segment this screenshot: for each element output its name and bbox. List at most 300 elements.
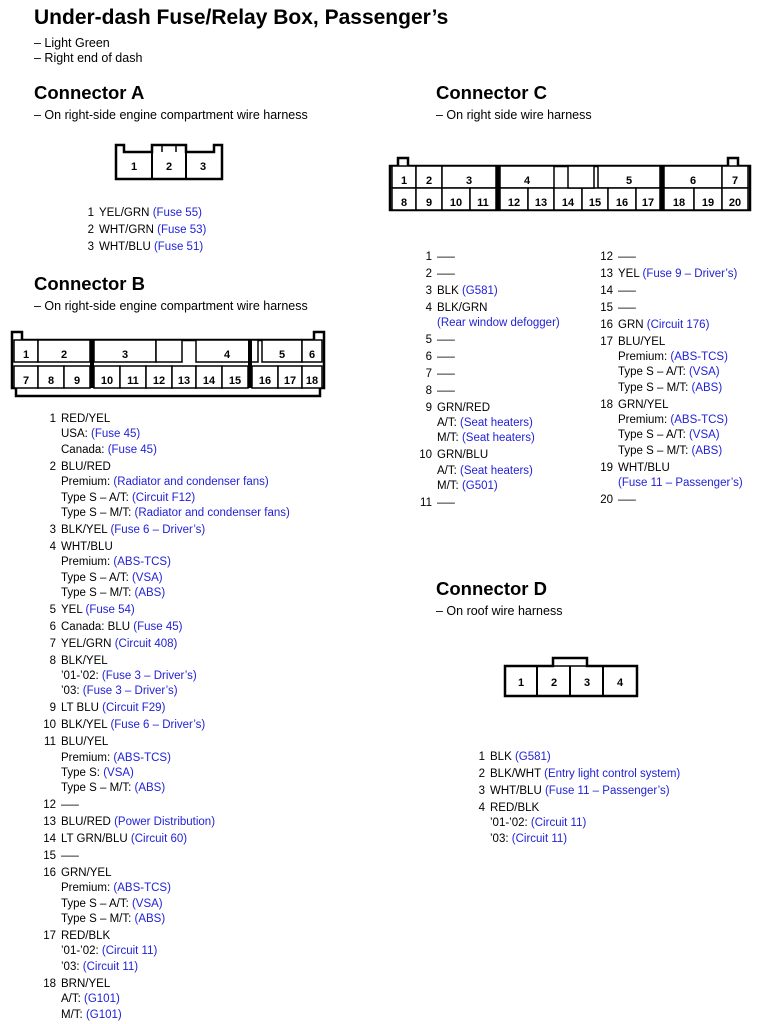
wire-text: GRN/BLU bbox=[437, 449, 489, 462]
cell: 13 bbox=[177, 375, 191, 387]
pin-number: 6 bbox=[425, 350, 432, 363]
wire-text: WHT/BLU bbox=[490, 784, 542, 797]
wire-text: ’03: bbox=[490, 832, 509, 845]
cell: 3 bbox=[583, 677, 591, 689]
connector-a-pin-list bbox=[87, 206, 207, 257]
pin-number: 3 bbox=[478, 784, 485, 797]
circuit-link: (VSA) bbox=[131, 897, 163, 910]
cell: 13 bbox=[534, 197, 548, 209]
connector-b-pin-list bbox=[43, 412, 290, 1024]
circuit-link: (Fuse 53) bbox=[157, 223, 207, 236]
pin-line bbox=[99, 240, 206, 255]
pin-line bbox=[61, 506, 290, 521]
wire-text: Premium: bbox=[61, 476, 111, 489]
circuit-link: (Fuse 11 – Passenger’s) bbox=[618, 477, 743, 490]
wire-text: BLK bbox=[437, 284, 459, 297]
pin-entry bbox=[425, 333, 560, 350]
pin-entry bbox=[600, 284, 743, 301]
pin-entry bbox=[43, 832, 290, 849]
wire-text: Type S: bbox=[61, 766, 100, 779]
circuit-link: (Fuse 11 – Passenger’s) bbox=[544, 784, 670, 797]
circuit-link: (Entry light control system) bbox=[544, 767, 681, 780]
pin-number: 3 bbox=[87, 240, 94, 253]
wire-text: A/T: bbox=[61, 993, 81, 1006]
wire-text: Premium: bbox=[61, 882, 111, 895]
connector-c-pin-list-right bbox=[600, 250, 743, 510]
pin-number: 8 bbox=[49, 654, 56, 667]
wire-text: —– bbox=[618, 284, 636, 297]
pin-line bbox=[437, 284, 560, 299]
pin-line bbox=[618, 284, 743, 299]
pin-line bbox=[61, 654, 290, 669]
cell: 2 bbox=[425, 175, 433, 187]
pin-line bbox=[618, 301, 743, 316]
pin-line bbox=[437, 384, 560, 399]
pin-number: 15 bbox=[600, 301, 613, 314]
pin-number: 4 bbox=[49, 540, 56, 553]
pin-number: 4 bbox=[478, 801, 485, 814]
pin-number: 18 bbox=[600, 398, 613, 411]
pin-line bbox=[437, 301, 560, 316]
wire-text: Type S – A/T: bbox=[618, 429, 686, 442]
pin-number: 1 bbox=[49, 413, 56, 425]
wire-text: BLK/WHT bbox=[490, 767, 541, 780]
circuit-link: (ABS-TCS) bbox=[113, 882, 171, 895]
pin-line bbox=[490, 816, 680, 831]
pin-entry bbox=[600, 493, 743, 510]
cell: 17 bbox=[641, 197, 655, 209]
wire-text: —– bbox=[61, 849, 79, 862]
circuit-link: (Seat heaters) bbox=[460, 417, 533, 430]
pin-entry bbox=[425, 401, 560, 449]
wire-text: GRN/YEL bbox=[618, 398, 669, 411]
cell: 5 bbox=[625, 175, 633, 187]
pin-line bbox=[490, 801, 680, 816]
cell: 6 bbox=[689, 175, 697, 187]
pin-entry bbox=[425, 267, 560, 284]
cell: 16 bbox=[258, 375, 272, 387]
cell: 16 bbox=[615, 197, 629, 209]
circuit-link: (G501) bbox=[461, 480, 498, 493]
circuit-link: (Fuse 45) bbox=[91, 428, 141, 441]
connector-c-title: Connector C bbox=[436, 82, 547, 103]
pin-line bbox=[437, 479, 560, 494]
pin-line bbox=[490, 784, 680, 799]
cell: 3 bbox=[121, 349, 129, 361]
cell: 2 bbox=[165, 161, 173, 173]
pin-number: 2 bbox=[478, 767, 485, 780]
connector-b-location: – On right-side engine compartment wire harness bbox=[34, 299, 308, 313]
circuit-link: (G581) bbox=[461, 284, 498, 297]
cell: 15 bbox=[588, 197, 602, 209]
circuit-link: (G101) bbox=[84, 993, 120, 1006]
circuit-link: (VSA) bbox=[131, 571, 163, 584]
pin-entry bbox=[43, 929, 290, 977]
pin-number: 3 bbox=[425, 284, 432, 297]
pin-entry bbox=[43, 977, 290, 1024]
pin-number: 1 bbox=[425, 251, 432, 263]
pin-line bbox=[61, 960, 290, 975]
pin-line bbox=[490, 767, 680, 782]
pin-line bbox=[61, 620, 290, 635]
connector-a-location: – On right-side engine compartment wire harness bbox=[34, 108, 308, 122]
cell: 11 bbox=[477, 197, 489, 209]
connector-d-title: Connector D bbox=[436, 578, 547, 599]
pin-line bbox=[618, 318, 743, 333]
wire-text: Type S – A/T: bbox=[61, 491, 129, 504]
cell: 1 bbox=[22, 349, 30, 361]
wire-text: A/T: bbox=[437, 464, 457, 477]
circuit-link: (Fuse 6 – Driver’s) bbox=[110, 523, 206, 536]
pin-entry bbox=[87, 223, 207, 240]
wire-text: ’01-’02: bbox=[490, 817, 528, 830]
wire-text: —– bbox=[437, 267, 455, 280]
pin-line bbox=[437, 401, 560, 416]
pin-line bbox=[61, 637, 290, 652]
pin-number: 12 bbox=[600, 251, 613, 263]
wire-text: RED/BLK bbox=[490, 801, 540, 814]
wire-text: Canada: bbox=[61, 443, 105, 456]
pin-number: 13 bbox=[600, 267, 613, 280]
pin-line bbox=[61, 735, 290, 750]
pin-number: 15 bbox=[43, 849, 56, 862]
subtitle-color: – Light Green bbox=[34, 36, 110, 50]
circuit-link: (Seat heaters) bbox=[461, 432, 535, 445]
wire-text: USA: bbox=[61, 428, 88, 441]
pin-line bbox=[437, 333, 560, 348]
pin-line bbox=[618, 413, 743, 428]
pin-line bbox=[61, 427, 290, 442]
wire-text: Premium: bbox=[61, 751, 111, 764]
circuit-link: (Fuse 55) bbox=[152, 207, 202, 219]
connector-b-title: Connector B bbox=[34, 273, 145, 294]
connector-a-title: Connector A bbox=[34, 82, 145, 103]
pin-entry bbox=[49, 701, 290, 718]
circuit-link: (VSA) bbox=[103, 766, 134, 779]
wire-text: YEL bbox=[61, 603, 83, 616]
pin-line bbox=[61, 929, 290, 944]
pin-entry bbox=[425, 350, 560, 367]
wire-text: BLK/YEL bbox=[61, 719, 108, 732]
wire-text: YEL/GRN bbox=[99, 207, 150, 219]
cell: 9 bbox=[425, 197, 433, 209]
pin-line bbox=[61, 603, 290, 618]
pin-entry bbox=[49, 460, 290, 523]
circuit-link: (ABS) bbox=[134, 913, 166, 926]
cell: 18 bbox=[672, 197, 686, 209]
circuit-link: (ABS) bbox=[134, 782, 166, 795]
pin-entry bbox=[600, 250, 743, 267]
circuit-link: (ABS) bbox=[691, 444, 723, 457]
cell: 9 bbox=[73, 375, 81, 387]
cell: 7 bbox=[731, 175, 739, 187]
pin-number: 3 bbox=[49, 523, 56, 536]
cell: 6 bbox=[308, 349, 316, 361]
pin-line bbox=[618, 350, 743, 365]
circuit-link: (Circuit F12) bbox=[131, 491, 196, 504]
pin-line bbox=[437, 416, 560, 431]
pin-line bbox=[437, 267, 560, 282]
wire-text: Type S – M/T: bbox=[61, 782, 132, 795]
pin-line bbox=[61, 460, 290, 475]
pin-entry bbox=[43, 718, 290, 735]
pin-entry bbox=[478, 767, 681, 784]
wire-text: GRN bbox=[618, 318, 644, 331]
pin-line bbox=[61, 992, 290, 1007]
pin-number: 19 bbox=[600, 461, 613, 474]
wire-text: Type S – M/T: bbox=[61, 586, 132, 599]
cell: 19 bbox=[701, 197, 715, 209]
wire-text: BRN/YEL bbox=[61, 977, 111, 990]
circuit-link: (Rear window defogger) bbox=[437, 317, 560, 330]
circuit-link: (ABS) bbox=[691, 381, 723, 394]
pin-entry bbox=[425, 250, 560, 267]
wire-text: BLU/YEL bbox=[618, 335, 666, 348]
circuit-link: (ABS-TCS) bbox=[670, 414, 728, 427]
pin-number: 10 bbox=[419, 449, 432, 462]
cell: 1 bbox=[400, 175, 408, 187]
pin-line bbox=[61, 944, 290, 959]
wire-text: WHT/BLU bbox=[618, 461, 670, 474]
pin-number: 16 bbox=[43, 866, 56, 879]
pin-number: 18 bbox=[43, 977, 56, 990]
circuit-link: (Circuit 176) bbox=[646, 318, 710, 331]
wire-text: —– bbox=[437, 497, 455, 510]
circuit-link: (Power Distribution) bbox=[114, 816, 216, 829]
wire-text: WHT/GRN bbox=[99, 223, 154, 236]
pin-entry bbox=[420, 496, 560, 513]
pin-line bbox=[437, 448, 560, 463]
pin-line bbox=[61, 977, 290, 992]
pin-number: 2 bbox=[87, 223, 94, 236]
circuit-link: (Circuit 11) bbox=[530, 817, 587, 830]
subtitle bbox=[34, 36, 142, 66]
cell: 3 bbox=[465, 175, 473, 187]
wire-text: BLU/RED bbox=[61, 816, 111, 829]
pin-line bbox=[490, 832, 680, 847]
wire-text: —– bbox=[618, 301, 636, 314]
pin-number: 10 bbox=[43, 719, 56, 732]
pin-line bbox=[618, 267, 743, 282]
pin-line bbox=[61, 669, 290, 684]
pin-line bbox=[618, 444, 743, 459]
pin-entry bbox=[600, 318, 743, 335]
pin-line bbox=[61, 412, 290, 427]
wire-text: GRN/YEL bbox=[61, 866, 112, 879]
pin-number: 6 bbox=[49, 620, 56, 633]
wire-text: —– bbox=[437, 251, 455, 263]
circuit-link: (Circuit 408) bbox=[114, 637, 178, 650]
pin-line bbox=[618, 250, 743, 265]
wire-text: Premium: bbox=[618, 350, 668, 363]
wire-text: M/T: bbox=[61, 1008, 83, 1021]
circuit-link: (Circuit F29) bbox=[102, 702, 166, 715]
pin-number: 14 bbox=[600, 284, 613, 297]
pin-line bbox=[61, 718, 290, 733]
pin-entry bbox=[43, 815, 290, 832]
circuit-link: (ABS-TCS) bbox=[113, 751, 171, 764]
pin-line bbox=[61, 832, 290, 847]
circuit-link: (Fuse 6 – Driver’s) bbox=[110, 719, 206, 732]
circuit-link: (ABS-TCS) bbox=[670, 350, 728, 363]
pin-entry bbox=[43, 798, 290, 815]
cell: 5 bbox=[278, 349, 286, 361]
wire-text: Type S – M/T: bbox=[61, 506, 132, 519]
cell: 8 bbox=[400, 197, 408, 209]
wire-text: —– bbox=[437, 384, 455, 397]
pin-line bbox=[437, 350, 560, 365]
pin-line bbox=[61, 475, 290, 490]
cell: 15 bbox=[228, 375, 242, 387]
pin-line bbox=[618, 381, 743, 396]
circuit-link: (Circuit 60) bbox=[130, 833, 188, 846]
cell: 14 bbox=[202, 375, 216, 387]
pin-number: 16 bbox=[600, 318, 613, 331]
wire-text: WHT/BLU bbox=[61, 540, 113, 553]
circuit-link: (Fuse 45) bbox=[133, 620, 183, 633]
pin-line bbox=[437, 316, 560, 331]
circuit-link: (Fuse 51) bbox=[153, 240, 204, 253]
wire-text: YEL/GRN bbox=[61, 637, 112, 650]
connector-c-location: – On right side wire harness bbox=[436, 108, 592, 122]
pin-entry bbox=[87, 240, 206, 257]
wire-text: —– bbox=[618, 251, 636, 263]
pin-line bbox=[61, 701, 290, 716]
wire-text: GRN/RED bbox=[437, 401, 491, 414]
wire-text: —– bbox=[618, 494, 636, 507]
wire-text: Premium: bbox=[61, 556, 111, 569]
pin-line bbox=[618, 476, 743, 491]
pin-line bbox=[61, 540, 290, 555]
pin-line bbox=[437, 431, 560, 446]
pin-number: 20 bbox=[600, 494, 613, 507]
circuit-link: (Circuit 11) bbox=[511, 832, 568, 845]
wire-text: M/T: bbox=[437, 480, 459, 493]
wire-text: YEL bbox=[618, 267, 640, 280]
connector-d-location: – On roof wire harness bbox=[436, 604, 563, 618]
wire-text: Type S – A/T: bbox=[618, 366, 686, 379]
pin-line bbox=[99, 206, 206, 221]
pin-line bbox=[61, 815, 290, 830]
cell: 4 bbox=[523, 175, 531, 187]
pin-entry bbox=[49, 637, 290, 654]
pin-line bbox=[61, 1008, 290, 1023]
circuit-link: (Fuse 3 – Driver’s) bbox=[82, 685, 178, 698]
pin-line bbox=[618, 493, 743, 508]
pin-line bbox=[437, 464, 560, 479]
wire-text: BLK/YEL bbox=[61, 523, 108, 536]
wire-text: —– bbox=[437, 367, 455, 380]
circuit-link: (ABS-TCS) bbox=[113, 556, 171, 569]
pin-line bbox=[61, 443, 290, 458]
pin-number: 17 bbox=[600, 335, 613, 348]
cell: 2 bbox=[60, 349, 68, 361]
wire-text: BLU/RED bbox=[61, 460, 111, 473]
pin-entry bbox=[478, 784, 680, 801]
pin-entry bbox=[425, 384, 560, 401]
pin-number: 2 bbox=[49, 460, 56, 473]
pin-entry bbox=[49, 540, 290, 603]
pin-number: 4 bbox=[425, 301, 432, 314]
pin-line bbox=[61, 523, 290, 538]
pin-entry bbox=[425, 301, 560, 333]
cell: 18 bbox=[305, 375, 319, 387]
wire-text: Canada: BLU bbox=[61, 620, 131, 633]
circuit-link: (Fuse 45) bbox=[107, 443, 157, 456]
wire-text: ’03: bbox=[61, 960, 80, 973]
pin-number: 5 bbox=[49, 603, 56, 616]
wire-text: BLK/YEL bbox=[61, 654, 108, 667]
connector-d-diagram bbox=[503, 656, 639, 698]
cell: 12 bbox=[507, 197, 521, 209]
cell: 4 bbox=[616, 677, 624, 689]
circuit-link: (Radiator and condenser fans) bbox=[113, 476, 269, 489]
pin-line bbox=[618, 428, 743, 443]
pin-line bbox=[61, 798, 290, 813]
pin-number: 5 bbox=[425, 334, 432, 347]
subtitle-location: – Right end of dash bbox=[34, 51, 143, 65]
wire-text: A/T: bbox=[437, 417, 457, 430]
pin-entry bbox=[49, 654, 290, 702]
connector-c-diagram bbox=[388, 156, 752, 214]
pin-entry bbox=[49, 603, 290, 620]
pin-line bbox=[61, 881, 290, 896]
connector-d-pin-list bbox=[478, 750, 681, 848]
pin-number: 2 bbox=[425, 267, 432, 280]
pin-entry bbox=[425, 367, 560, 384]
pin-line bbox=[618, 335, 743, 350]
pin-line bbox=[437, 367, 560, 382]
wire-text: Type S – A/T: bbox=[61, 897, 129, 910]
pin-entry bbox=[43, 849, 290, 866]
wire-text: Type S – M/T: bbox=[618, 444, 689, 457]
pin-number: 7 bbox=[49, 637, 56, 650]
cell: 1 bbox=[517, 677, 525, 689]
cell: 20 bbox=[728, 197, 742, 209]
cell: 17 bbox=[283, 375, 297, 387]
wire-text: ’01-’02: bbox=[61, 670, 99, 682]
pin-number: 1 bbox=[87, 207, 94, 219]
pin-number: 11 bbox=[420, 497, 432, 510]
pin-line bbox=[61, 912, 290, 927]
pin-number: 12 bbox=[43, 799, 56, 812]
pin-line bbox=[61, 751, 290, 766]
cell: 2 bbox=[550, 677, 558, 689]
circuit-link: (ABS) bbox=[134, 586, 166, 599]
pin-entry bbox=[44, 735, 290, 798]
circuit-link: (Seat heaters) bbox=[460, 464, 533, 477]
pin-line bbox=[61, 781, 290, 796]
pin-line bbox=[61, 766, 290, 781]
cell: 10 bbox=[449, 197, 463, 209]
wire-text: Type S – M/T: bbox=[618, 381, 689, 394]
pin-entry bbox=[43, 866, 290, 929]
pin-line bbox=[618, 365, 743, 380]
cell: 7 bbox=[22, 375, 30, 387]
wire-text: LT BLU bbox=[61, 702, 99, 715]
pin-entry bbox=[478, 801, 680, 849]
wire-text: BLK/GRN bbox=[437, 301, 488, 314]
pin-line bbox=[99, 223, 206, 238]
circuit-link: (Fuse 9 – Driver’s) bbox=[642, 267, 738, 280]
pin-entry bbox=[600, 267, 743, 284]
connector-c-pin-list-left bbox=[419, 250, 560, 513]
circuit-link: (Circuit 11) bbox=[82, 960, 139, 973]
cell: 12 bbox=[152, 375, 166, 387]
circuit-link: (VSA) bbox=[688, 429, 720, 442]
wire-text: —– bbox=[61, 799, 79, 812]
pin-line bbox=[437, 250, 560, 265]
